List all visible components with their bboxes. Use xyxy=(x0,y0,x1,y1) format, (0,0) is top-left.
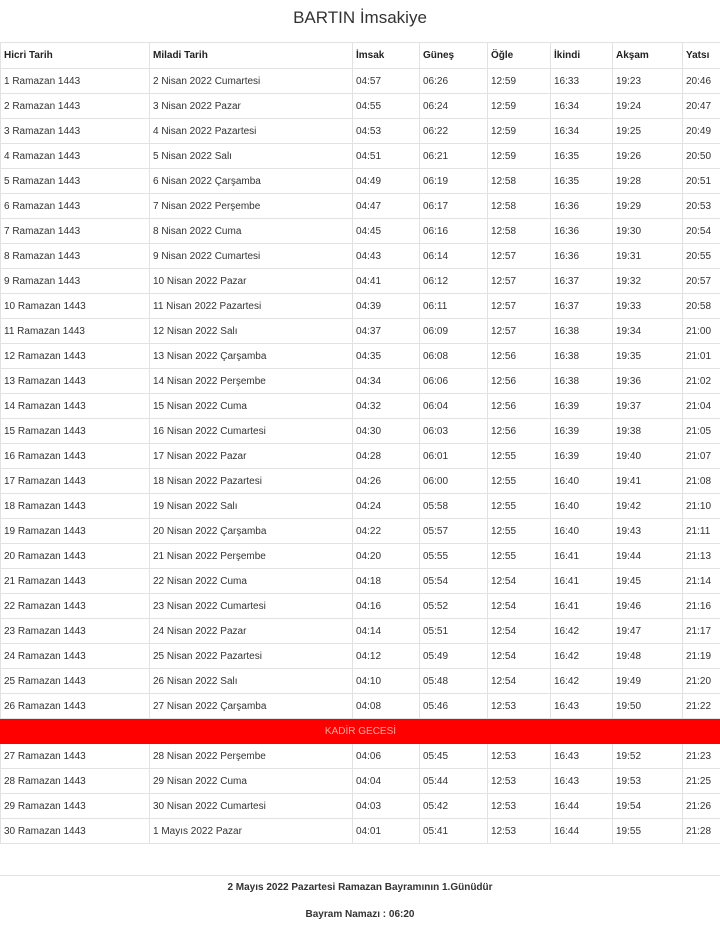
miladi-tarih-cell: 2 Nisan 2022 Cumartesi xyxy=(150,69,353,94)
miladi-tarih-cell: 25 Nisan 2022 Pazartesi xyxy=(150,644,353,669)
yatsi-cell: 21:19 xyxy=(683,644,720,669)
hicri-tarih-cell: 16 Ramazan 1443 xyxy=(1,444,150,469)
hicri-tarih-cell: 27 Ramazan 1443 xyxy=(1,744,150,769)
table-row xyxy=(1,594,720,619)
header-aksam: Akşam xyxy=(613,43,683,69)
miladi-tarih-cell: 24 Nisan 2022 Pazar xyxy=(150,619,353,644)
hicri-tarih-cell: 19 Ramazan 1443 xyxy=(1,519,150,544)
miladi-tarih-cell: 8 Nisan 2022 Cuma xyxy=(150,219,353,244)
miladi-tarih-cell: 1 Mayıs 2022 Pazar xyxy=(150,819,353,844)
gunes-cell: 05:48 xyxy=(420,669,488,694)
gunes-cell: 06:06 xyxy=(420,369,488,394)
table-row xyxy=(1,269,720,294)
yatsi-cell: 21:10 xyxy=(683,494,720,519)
aksam-cell: 19:46 xyxy=(613,594,683,619)
gunes-cell: 06:16 xyxy=(420,219,488,244)
ogle-cell: 12:56 xyxy=(488,394,551,419)
hicri-tarih-cell: 7 Ramazan 1443 xyxy=(1,219,150,244)
aksam-cell: 19:38 xyxy=(613,419,683,444)
imsak-cell: 04:26 xyxy=(353,469,420,494)
table-row xyxy=(1,444,720,469)
header-imsak: İmsak xyxy=(353,43,420,69)
gunes-cell: 06:01 xyxy=(420,444,488,469)
ikindi-cell: 16:36 xyxy=(551,244,613,269)
imsak-cell: 04:43 xyxy=(353,244,420,269)
table-row xyxy=(1,794,720,819)
ogle-cell: 12:54 xyxy=(488,569,551,594)
table-row xyxy=(1,744,720,769)
imsak-cell: 04:39 xyxy=(353,294,420,319)
yatsi-cell: 21:17 xyxy=(683,619,720,644)
imsak-cell: 04:57 xyxy=(353,69,420,94)
hicri-tarih-cell: 13 Ramazan 1443 xyxy=(1,369,150,394)
miladi-tarih-cell: 27 Nisan 2022 Çarşamba xyxy=(150,694,353,719)
aksam-cell: 19:28 xyxy=(613,169,683,194)
kadir-gecesi-label: KADİR GECESİ xyxy=(1,719,720,744)
aksam-cell: 19:53 xyxy=(613,769,683,794)
ogle-cell: 12:58 xyxy=(488,219,551,244)
table-row xyxy=(1,544,720,569)
aksam-cell: 19:25 xyxy=(613,119,683,144)
hicri-tarih-cell: 12 Ramazan 1443 xyxy=(1,344,150,369)
ikindi-cell: 16:44 xyxy=(551,794,613,819)
gunes-cell: 05:41 xyxy=(420,819,488,844)
yatsi-cell: 20:57 xyxy=(683,269,720,294)
hicri-tarih-cell: 5 Ramazan 1443 xyxy=(1,169,150,194)
table-row xyxy=(1,619,720,644)
hicri-tarih-cell: 22 Ramazan 1443 xyxy=(1,594,150,619)
aksam-cell: 19:26 xyxy=(613,144,683,169)
yatsi-cell: 21:14 xyxy=(683,569,720,594)
ogle-cell: 12:57 xyxy=(488,244,551,269)
miladi-tarih-cell: 13 Nisan 2022 Çarşamba xyxy=(150,344,353,369)
miladi-tarih-cell: 26 Nisan 2022 Salı xyxy=(150,669,353,694)
imsak-cell: 04:53 xyxy=(353,119,420,144)
ogle-cell: 12:54 xyxy=(488,594,551,619)
miladi-tarih-cell: 10 Nisan 2022 Pazar xyxy=(150,269,353,294)
table-row xyxy=(1,819,720,844)
yatsi-cell: 20:47 xyxy=(683,94,720,119)
imsak-cell: 04:35 xyxy=(353,344,420,369)
hicri-tarih-cell: 21 Ramazan 1443 xyxy=(1,569,150,594)
hicri-tarih-cell: 11 Ramazan 1443 xyxy=(1,319,150,344)
imsak-cell: 04:04 xyxy=(353,769,420,794)
aksam-cell: 19:34 xyxy=(613,319,683,344)
yatsi-cell: 21:16 xyxy=(683,594,720,619)
hicri-tarih-cell: 26 Ramazan 1443 xyxy=(1,694,150,719)
ogle-cell: 12:53 xyxy=(488,744,551,769)
miladi-tarih-cell: 3 Nisan 2022 Pazar xyxy=(150,94,353,119)
gunes-cell: 06:00 xyxy=(420,469,488,494)
miladi-tarih-cell: 12 Nisan 2022 Salı xyxy=(150,319,353,344)
imsak-cell: 04:22 xyxy=(353,519,420,544)
ogle-cell: 12:55 xyxy=(488,444,551,469)
ogle-cell: 12:53 xyxy=(488,794,551,819)
ikindi-cell: 16:39 xyxy=(551,419,613,444)
ogle-cell: 12:55 xyxy=(488,469,551,494)
ikindi-cell: 16:34 xyxy=(551,119,613,144)
aksam-cell: 19:29 xyxy=(613,194,683,219)
miladi-tarih-cell: 20 Nisan 2022 Çarşamba xyxy=(150,519,353,544)
gunes-cell: 05:42 xyxy=(420,794,488,819)
yatsi-cell: 21:25 xyxy=(683,769,720,794)
yatsi-cell: 20:53 xyxy=(683,194,720,219)
ogle-cell: 12:58 xyxy=(488,169,551,194)
gunes-cell: 06:22 xyxy=(420,119,488,144)
aksam-cell: 19:48 xyxy=(613,644,683,669)
hicri-tarih-cell: 28 Ramazan 1443 xyxy=(1,769,150,794)
ogle-cell: 12:58 xyxy=(488,194,551,219)
imsakiye-table xyxy=(0,42,720,844)
ogle-cell: 12:57 xyxy=(488,294,551,319)
hicri-tarih-cell: 24 Ramazan 1443 xyxy=(1,644,150,669)
ogle-cell: 12:56 xyxy=(488,369,551,394)
ikindi-cell: 16:37 xyxy=(551,294,613,319)
ogle-cell: 12:57 xyxy=(488,269,551,294)
imsak-cell: 04:16 xyxy=(353,594,420,619)
gunes-cell: 05:46 xyxy=(420,694,488,719)
hicri-tarih-cell: 17 Ramazan 1443 xyxy=(1,469,150,494)
hicri-tarih-cell: 18 Ramazan 1443 xyxy=(1,494,150,519)
imsak-cell: 04:30 xyxy=(353,419,420,444)
miladi-tarih-cell: 28 Nisan 2022 Perşembe xyxy=(150,744,353,769)
imsak-cell: 04:20 xyxy=(353,544,420,569)
aksam-cell: 19:24 xyxy=(613,94,683,119)
aksam-cell: 19:37 xyxy=(613,394,683,419)
ikindi-cell: 16:41 xyxy=(551,594,613,619)
table-row xyxy=(1,669,720,694)
gunes-cell: 05:45 xyxy=(420,744,488,769)
header-gunes: Güneş xyxy=(420,43,488,69)
table-row xyxy=(1,119,720,144)
hicri-tarih-cell: 23 Ramazan 1443 xyxy=(1,619,150,644)
table-row xyxy=(1,194,720,219)
gunes-cell: 05:49 xyxy=(420,644,488,669)
aksam-cell: 19:35 xyxy=(613,344,683,369)
miladi-tarih-cell: 4 Nisan 2022 Pazartesi xyxy=(150,119,353,144)
imsak-cell: 04:47 xyxy=(353,194,420,219)
miladi-tarih-cell: 21 Nisan 2022 Perşembe xyxy=(150,544,353,569)
header-ikindi: İkindi xyxy=(551,43,613,69)
aksam-cell: 19:31 xyxy=(613,244,683,269)
yatsi-cell: 21:07 xyxy=(683,444,720,469)
ogle-cell: 12:55 xyxy=(488,494,551,519)
yatsi-cell: 20:55 xyxy=(683,244,720,269)
gunes-cell: 05:52 xyxy=(420,594,488,619)
yatsi-cell: 20:54 xyxy=(683,219,720,244)
ikindi-cell: 16:40 xyxy=(551,519,613,544)
miladi-tarih-cell: 14 Nisan 2022 Perşembe xyxy=(150,369,353,394)
yatsi-cell: 21:23 xyxy=(683,744,720,769)
imsak-cell: 04:10 xyxy=(353,669,420,694)
ikindi-cell: 16:33 xyxy=(551,69,613,94)
yatsi-cell: 20:49 xyxy=(683,119,720,144)
ikindi-cell: 16:38 xyxy=(551,319,613,344)
ogle-cell: 12:59 xyxy=(488,94,551,119)
gunes-cell: 06:04 xyxy=(420,394,488,419)
yatsi-cell: 21:22 xyxy=(683,694,720,719)
imsak-cell: 04:18 xyxy=(353,569,420,594)
imsak-cell: 04:41 xyxy=(353,269,420,294)
imsak-cell: 04:55 xyxy=(353,94,420,119)
yatsi-cell: 20:51 xyxy=(683,169,720,194)
table-row xyxy=(1,569,720,594)
ikindi-cell: 16:40 xyxy=(551,469,613,494)
hicri-tarih-cell: 6 Ramazan 1443 xyxy=(1,194,150,219)
aksam-cell: 19:45 xyxy=(613,569,683,594)
gunes-cell: 06:12 xyxy=(420,269,488,294)
aksam-cell: 19:42 xyxy=(613,494,683,519)
ikindi-cell: 16:39 xyxy=(551,394,613,419)
ikindi-cell: 16:41 xyxy=(551,569,613,594)
table-row xyxy=(1,419,720,444)
table-row xyxy=(1,769,720,794)
aksam-cell: 19:43 xyxy=(613,519,683,544)
miladi-tarih-cell: 30 Nisan 2022 Cumartesi xyxy=(150,794,353,819)
ikindi-cell: 16:39 xyxy=(551,444,613,469)
yatsi-cell: 21:04 xyxy=(683,394,720,419)
gunes-cell: 06:19 xyxy=(420,169,488,194)
gunes-cell: 06:11 xyxy=(420,294,488,319)
header-miladi-tarih: Miladi Tarih xyxy=(150,43,353,69)
table-row xyxy=(1,244,720,269)
table-row xyxy=(1,69,720,94)
aksam-cell: 19:23 xyxy=(613,69,683,94)
table-row xyxy=(1,494,720,519)
aksam-cell: 19:40 xyxy=(613,444,683,469)
table-header-row xyxy=(1,43,720,69)
gunes-cell: 05:54 xyxy=(420,569,488,594)
yatsi-cell: 21:26 xyxy=(683,794,720,819)
aksam-cell: 19:44 xyxy=(613,544,683,569)
gunes-cell: 05:55 xyxy=(420,544,488,569)
imsak-cell: 04:24 xyxy=(353,494,420,519)
ikindi-cell: 16:37 xyxy=(551,269,613,294)
ikindi-cell: 16:40 xyxy=(551,494,613,519)
ogle-cell: 12:56 xyxy=(488,419,551,444)
hicri-tarih-cell: 14 Ramazan 1443 xyxy=(1,394,150,419)
ogle-cell: 12:53 xyxy=(488,819,551,844)
ikindi-cell: 16:35 xyxy=(551,169,613,194)
table-row xyxy=(1,219,720,244)
ikindi-cell: 16:34 xyxy=(551,94,613,119)
gunes-cell: 06:14 xyxy=(420,244,488,269)
hicri-tarih-cell: 9 Ramazan 1443 xyxy=(1,269,150,294)
ogle-cell: 12:57 xyxy=(488,319,551,344)
table-row xyxy=(1,519,720,544)
ikindi-cell: 16:42 xyxy=(551,669,613,694)
miladi-tarih-cell: 9 Nisan 2022 Cumartesi xyxy=(150,244,353,269)
yatsi-cell: 21:00 xyxy=(683,319,720,344)
gunes-cell: 05:51 xyxy=(420,619,488,644)
miladi-tarih-cell: 29 Nisan 2022 Cuma xyxy=(150,769,353,794)
aksam-cell: 19:50 xyxy=(613,694,683,719)
hicri-tarih-cell: 10 Ramazan 1443 xyxy=(1,294,150,319)
ogle-cell: 12:53 xyxy=(488,769,551,794)
hicri-tarih-cell: 15 Ramazan 1443 xyxy=(1,419,150,444)
ikindi-cell: 16:38 xyxy=(551,344,613,369)
ogle-cell: 12:59 xyxy=(488,69,551,94)
ikindi-cell: 16:38 xyxy=(551,369,613,394)
gunes-cell: 05:58 xyxy=(420,494,488,519)
page-title: BARTIN İmsakiye xyxy=(293,8,427,27)
hicri-tarih-cell: 20 Ramazan 1443 xyxy=(1,544,150,569)
ikindi-cell: 16:42 xyxy=(551,619,613,644)
imsak-cell: 04:32 xyxy=(353,394,420,419)
hicri-tarih-cell: 3 Ramazan 1443 xyxy=(1,119,150,144)
table-row xyxy=(1,319,720,344)
yatsi-cell: 20:50 xyxy=(683,144,720,169)
gunes-cell: 06:09 xyxy=(420,319,488,344)
gunes-cell: 06:21 xyxy=(420,144,488,169)
aksam-cell: 19:30 xyxy=(613,219,683,244)
ogle-cell: 12:54 xyxy=(488,669,551,694)
gunes-cell: 06:26 xyxy=(420,69,488,94)
hicri-tarih-cell: 4 Ramazan 1443 xyxy=(1,144,150,169)
ogle-cell: 12:59 xyxy=(488,144,551,169)
ikindi-cell: 16:43 xyxy=(551,744,613,769)
imsak-cell: 04:14 xyxy=(353,619,420,644)
hicri-tarih-cell: 30 Ramazan 1443 xyxy=(1,819,150,844)
bayram-namazi: Bayram Namazı : 06:20 xyxy=(305,909,415,920)
table-row xyxy=(1,144,720,169)
yatsi-cell: 21:05 xyxy=(683,419,720,444)
gunes-cell: 06:03 xyxy=(420,419,488,444)
ikindi-cell: 16:43 xyxy=(551,694,613,719)
ikindi-cell: 16:35 xyxy=(551,144,613,169)
imsak-cell: 04:37 xyxy=(353,319,420,344)
aksam-cell: 19:41 xyxy=(613,469,683,494)
ikindi-cell: 16:41 xyxy=(551,544,613,569)
ogle-cell: 12:55 xyxy=(488,519,551,544)
table-row xyxy=(1,694,720,719)
miladi-tarih-cell: 19 Nisan 2022 Salı xyxy=(150,494,353,519)
table-row xyxy=(1,294,720,319)
table-row xyxy=(1,369,720,394)
imsak-cell: 04:12 xyxy=(353,644,420,669)
hicri-tarih-cell: 1 Ramazan 1443 xyxy=(1,69,150,94)
ogle-cell: 12:56 xyxy=(488,344,551,369)
miladi-tarih-cell: 6 Nisan 2022 Çarşamba xyxy=(150,169,353,194)
aksam-cell: 19:47 xyxy=(613,619,683,644)
miladi-tarih-cell: 23 Nisan 2022 Cumartesi xyxy=(150,594,353,619)
miladi-tarih-cell: 5 Nisan 2022 Salı xyxy=(150,144,353,169)
table-row xyxy=(1,94,720,119)
table-row xyxy=(1,394,720,419)
header-hicri-tarih: Hicri Tarih xyxy=(1,43,150,69)
miladi-tarih-cell: 11 Nisan 2022 Pazartesi xyxy=(150,294,353,319)
hicri-tarih-cell: 29 Ramazan 1443 xyxy=(1,794,150,819)
imsak-cell: 04:49 xyxy=(353,169,420,194)
hicri-tarih-cell: 25 Ramazan 1443 xyxy=(1,669,150,694)
imsak-cell: 04:28 xyxy=(353,444,420,469)
table-row xyxy=(1,644,720,669)
gunes-cell: 06:24 xyxy=(420,94,488,119)
bayram-info: 2 Mayıs 2022 Pazartesi Ramazan Bayramının 1.Günüdür xyxy=(227,882,493,893)
imsak-cell: 04:03 xyxy=(353,794,420,819)
imsak-cell: 04:01 xyxy=(353,819,420,844)
hicri-tarih-cell: 2 Ramazan 1443 xyxy=(1,94,150,119)
yatsi-cell: 21:11 xyxy=(683,519,720,544)
hicri-tarih-cell: 8 Ramazan 1443 xyxy=(1,244,150,269)
yatsi-cell: 21:20 xyxy=(683,669,720,694)
table-row xyxy=(1,344,720,369)
footer-divider xyxy=(0,875,720,876)
aksam-cell: 19:49 xyxy=(613,669,683,694)
header-ogle: Öğle xyxy=(488,43,551,69)
ikindi-cell: 16:44 xyxy=(551,819,613,844)
yatsi-cell: 20:58 xyxy=(683,294,720,319)
yatsi-cell: 20:46 xyxy=(683,69,720,94)
ogle-cell: 12:55 xyxy=(488,544,551,569)
ogle-cell: 12:59 xyxy=(488,119,551,144)
miladi-tarih-cell: 18 Nisan 2022 Pazartesi xyxy=(150,469,353,494)
imsak-cell: 04:08 xyxy=(353,694,420,719)
aksam-cell: 19:36 xyxy=(613,369,683,394)
miladi-tarih-cell: 16 Nisan 2022 Cumartesi xyxy=(150,419,353,444)
table-row xyxy=(1,469,720,494)
aksam-cell: 19:32 xyxy=(613,269,683,294)
yatsi-cell: 21:28 xyxy=(683,819,720,844)
aksam-cell: 19:55 xyxy=(613,819,683,844)
aksam-cell: 19:54 xyxy=(613,794,683,819)
gunes-cell: 05:44 xyxy=(420,769,488,794)
ikindi-cell: 16:36 xyxy=(551,219,613,244)
ikindi-cell: 16:42 xyxy=(551,644,613,669)
table-row xyxy=(1,169,720,194)
ogle-cell: 12:53 xyxy=(488,694,551,719)
aksam-cell: 19:52 xyxy=(613,744,683,769)
imsak-cell: 04:51 xyxy=(353,144,420,169)
miladi-tarih-cell: 15 Nisan 2022 Cuma xyxy=(150,394,353,419)
ikindi-cell: 16:43 xyxy=(551,769,613,794)
imsak-cell: 04:34 xyxy=(353,369,420,394)
yatsi-cell: 21:02 xyxy=(683,369,720,394)
yatsi-cell: 21:08 xyxy=(683,469,720,494)
gunes-cell: 06:17 xyxy=(420,194,488,219)
gunes-cell: 06:08 xyxy=(420,344,488,369)
miladi-tarih-cell: 7 Nisan 2022 Perşembe xyxy=(150,194,353,219)
miladi-tarih-cell: 22 Nisan 2022 Cuma xyxy=(150,569,353,594)
ikindi-cell: 16:36 xyxy=(551,194,613,219)
imsak-cell: 04:06 xyxy=(353,744,420,769)
ogle-cell: 12:54 xyxy=(488,644,551,669)
ogle-cell: 12:54 xyxy=(488,619,551,644)
gunes-cell: 05:57 xyxy=(420,519,488,544)
yatsi-cell: 21:01 xyxy=(683,344,720,369)
yatsi-cell: 21:13 xyxy=(683,544,720,569)
header-yatsi: Yatsı xyxy=(683,43,720,69)
kadir-gecesi-row xyxy=(1,719,720,744)
miladi-tarih-cell: 17 Nisan 2022 Pazar xyxy=(150,444,353,469)
aksam-cell: 19:33 xyxy=(613,294,683,319)
imsak-cell: 04:45 xyxy=(353,219,420,244)
